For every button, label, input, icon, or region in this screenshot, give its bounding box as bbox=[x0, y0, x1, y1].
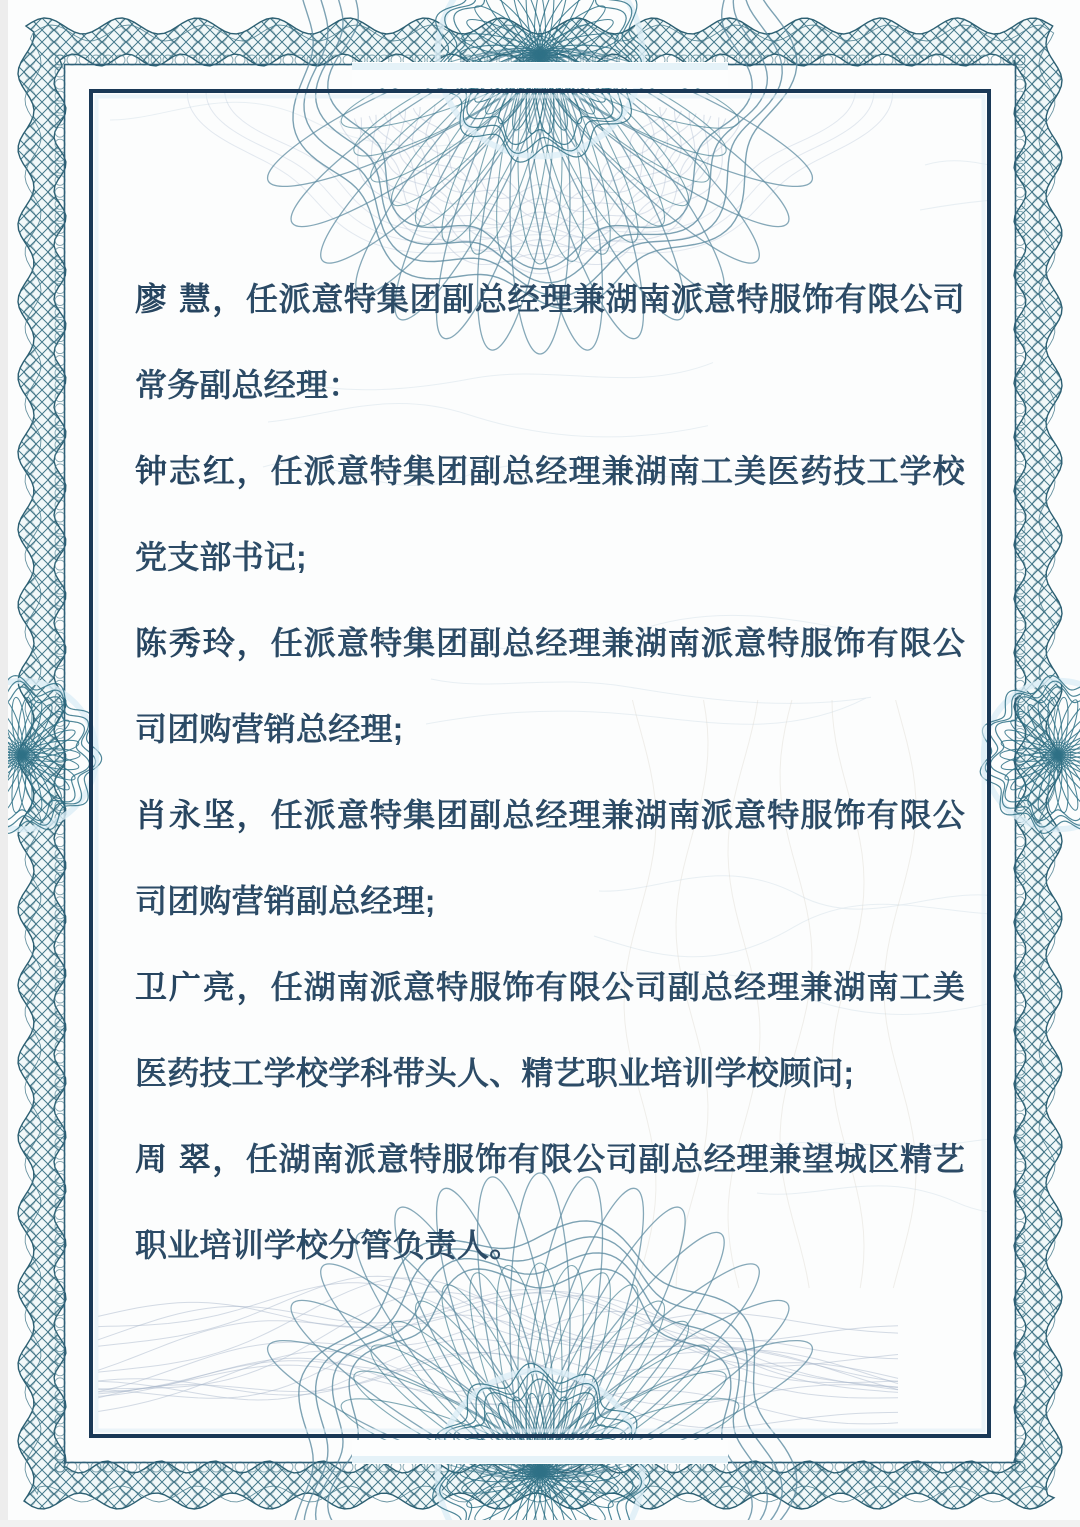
text-line bbox=[135, 772, 965, 858]
appointment-title: 任湖南派意特服饰有限公司副总经理兼湖南工美 bbox=[270, 969, 965, 1005]
text-line: 常务副总经理： bbox=[135, 367, 361, 403]
photo-edge-left bbox=[0, 0, 8, 1527]
text-line bbox=[135, 256, 965, 342]
text-line: 司团购营销副总经理; bbox=[135, 883, 436, 919]
person-name: 卫广亮， bbox=[135, 969, 271, 1005]
text-line: 职业培训学校分管负责人。 bbox=[135, 1227, 522, 1263]
text-line bbox=[135, 600, 965, 686]
appointment-title: 任湖南派意特服饰有限公司副总经理兼望城区精艺 bbox=[245, 1141, 965, 1177]
photo-edge-bottom bbox=[0, 1520, 1080, 1527]
appointment-title: 任派意特集团副总经理兼湖南工美医药技工学校 bbox=[270, 453, 965, 489]
appointment-title: 任派意特集团副总经理兼湖南派意特服饰有限公 bbox=[270, 625, 965, 661]
person-name: 钟志红， bbox=[135, 453, 271, 489]
person-name: 肖永坚， bbox=[135, 797, 271, 833]
appointment-text bbox=[135, 256, 965, 1288]
appointment-title: 任派意特集团副总经理兼湖南派意特服饰有限公 bbox=[270, 797, 965, 833]
text-line: 党支部书记; bbox=[135, 539, 307, 575]
text-line bbox=[135, 428, 965, 514]
text-line bbox=[135, 944, 965, 1030]
person-name: 周 翠， bbox=[135, 1141, 246, 1177]
text-line: 医药技工学校学科带头人、精艺职业培训学校顾问; bbox=[135, 1055, 855, 1091]
text-line bbox=[135, 1116, 965, 1202]
person-name: 廖 慧， bbox=[135, 281, 246, 317]
appointment-title: 任派意特集团副总经理兼湖南派意特服饰有限公司 bbox=[245, 281, 965, 317]
person-name: 陈秀玲， bbox=[135, 625, 271, 661]
text-line: 司团购营销总经理; bbox=[135, 711, 404, 747]
